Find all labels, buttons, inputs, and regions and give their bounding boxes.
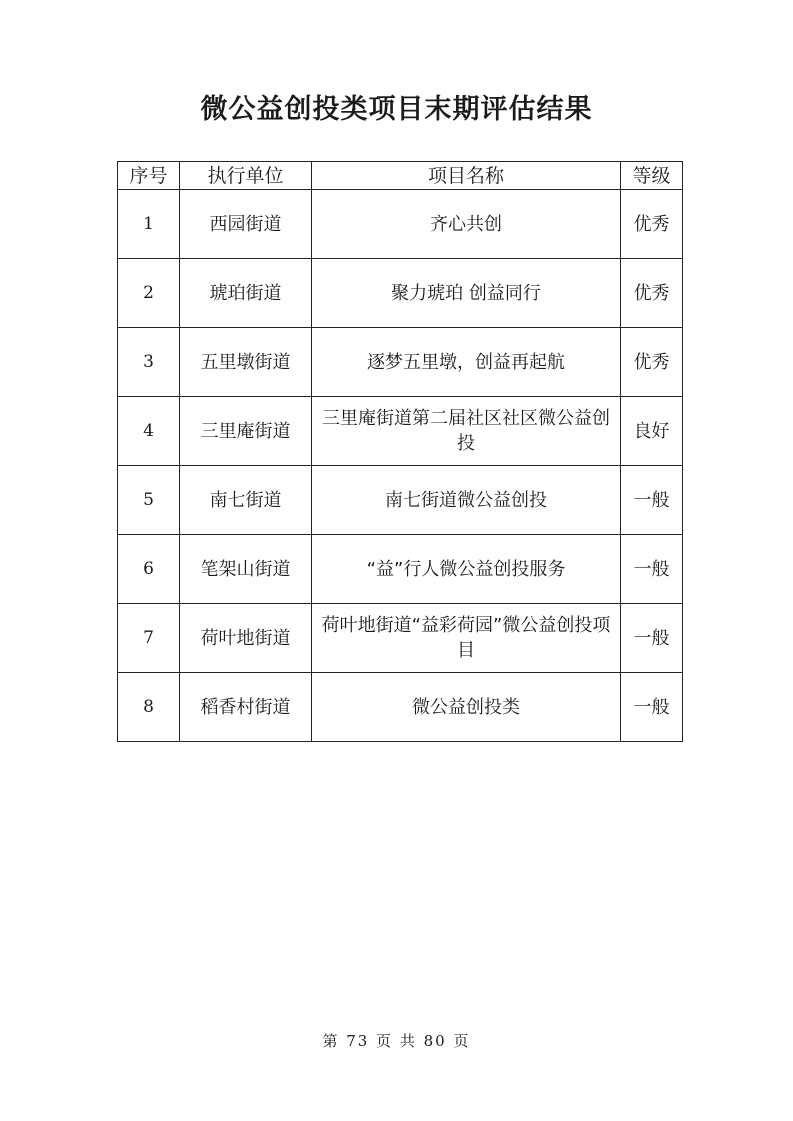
row-seq: 7 — [118, 604, 180, 673]
row-unit: 五里墩街道 — [180, 328, 312, 397]
row-unit: 三里庵街道 — [180, 397, 312, 466]
row-seq: 5 — [118, 466, 180, 535]
row-grade: 良好 — [621, 397, 683, 466]
header-seq: 序号 — [118, 162, 180, 190]
table-header-row — [118, 162, 683, 190]
row-grade: 优秀 — [621, 328, 683, 397]
page-title: 微公益创投类项目末期评估结果 — [200, 94, 593, 125]
table-row — [118, 259, 683, 328]
row-project: 齐心共创 — [312, 190, 621, 259]
row-unit: 荷叶地街道 — [180, 604, 312, 673]
row-grade: 优秀 — [621, 190, 683, 259]
row-project: 荷叶地街道“益彩荷园”微公益创投项目 — [312, 604, 621, 673]
row-grade: 一般 — [621, 535, 683, 604]
row-grade: 一般 — [621, 466, 683, 535]
row-seq: 3 — [118, 328, 180, 397]
row-seq: 4 — [118, 397, 180, 466]
table-row — [118, 673, 683, 742]
row-project: 聚力琥珀 创益同行 — [312, 259, 621, 328]
row-unit: 笔架山街道 — [180, 535, 312, 604]
table-row — [118, 604, 683, 673]
row-seq: 1 — [118, 190, 180, 259]
header-project: 项目名称 — [312, 162, 621, 190]
header-unit: 执行单位 — [180, 162, 312, 190]
evaluation-results-table — [117, 161, 683, 742]
row-project: 逐梦五里墩，创益再起航 — [312, 328, 621, 397]
row-seq: 6 — [118, 535, 180, 604]
table-row — [118, 397, 683, 466]
table-row — [118, 535, 683, 604]
page-footer: 第 73 页 共 80 页 — [322, 1032, 471, 1050]
row-grade: 一般 — [621, 673, 683, 742]
row-project: “益”行人微公益创投服务 — [312, 535, 621, 604]
row-grade: 一般 — [621, 604, 683, 673]
row-unit: 稻香村街道 — [180, 673, 312, 742]
row-grade: 优秀 — [621, 259, 683, 328]
row-unit: 南七街道 — [180, 466, 312, 535]
row-project: 三里庵街道第二届社区社区微公益创投 — [312, 397, 621, 466]
row-project: 南七街道微公益创投 — [312, 466, 621, 535]
row-seq: 8 — [118, 673, 180, 742]
row-unit: 琥珀街道 — [180, 259, 312, 328]
table-row — [118, 190, 683, 259]
header-grade: 等级 — [621, 162, 683, 190]
row-unit: 西园街道 — [180, 190, 312, 259]
row-project: 微公益创投类 — [312, 673, 621, 742]
table-row — [118, 466, 683, 535]
table-row — [118, 328, 683, 397]
row-seq: 2 — [118, 259, 180, 328]
